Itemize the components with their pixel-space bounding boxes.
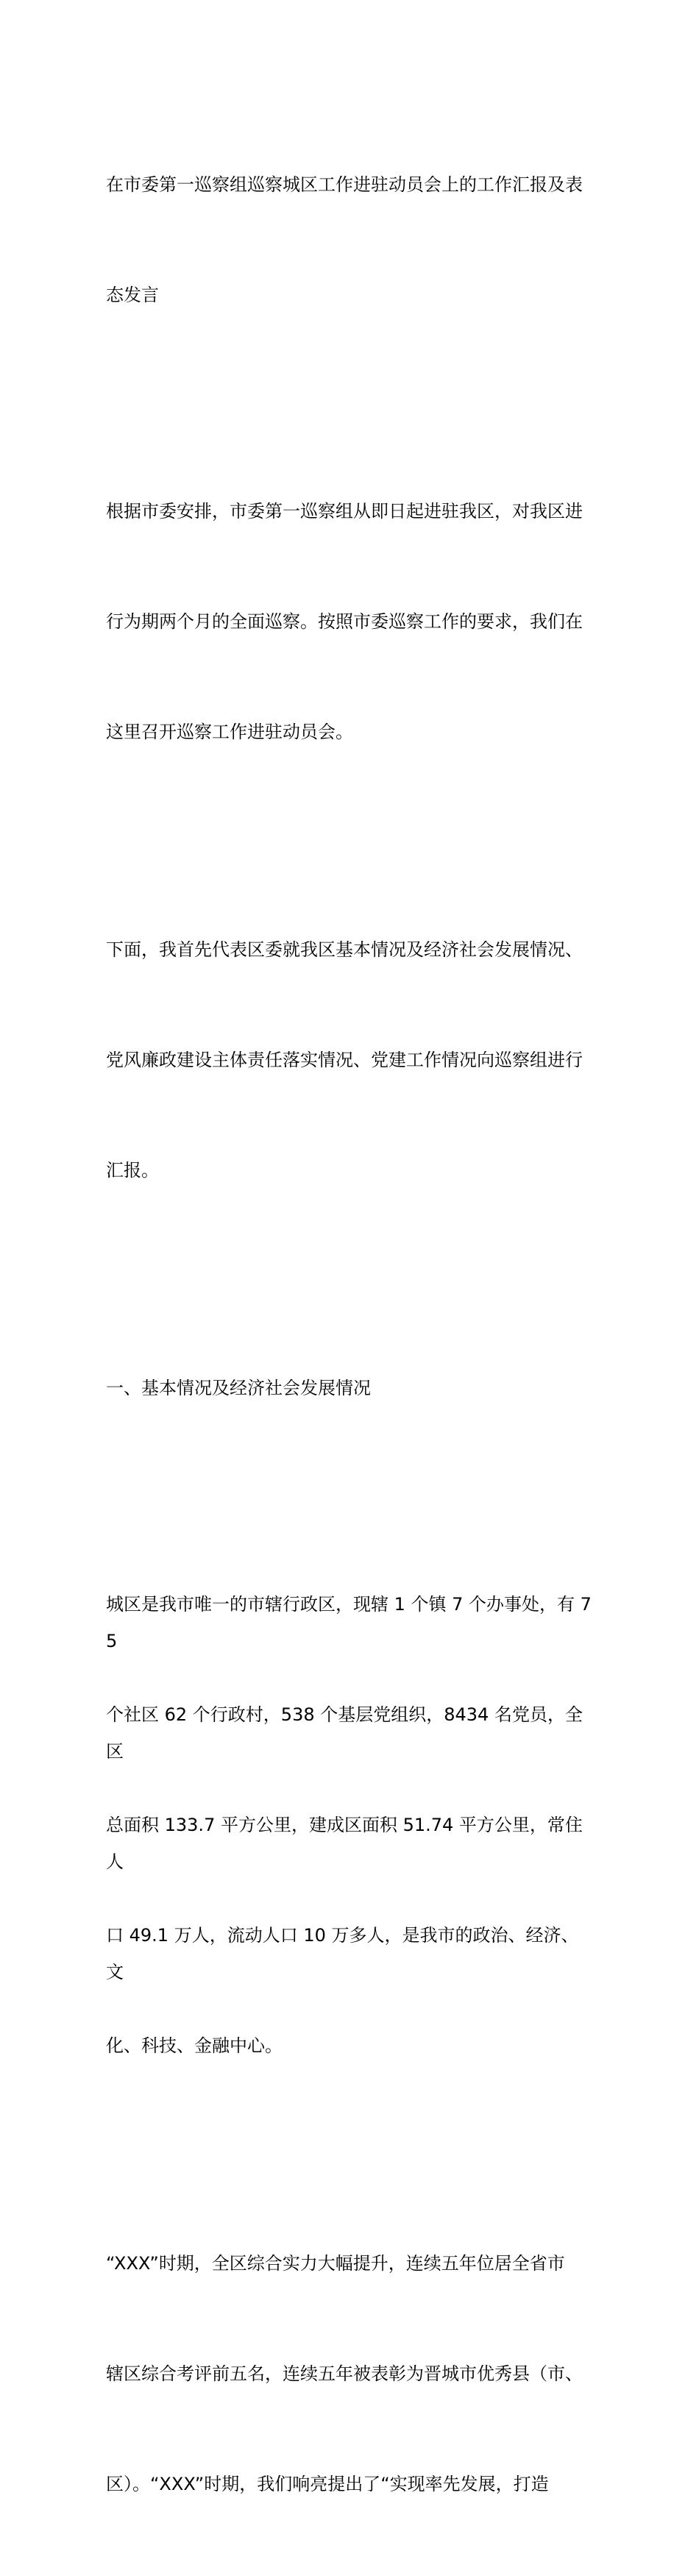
paragraph-line: 辖区综合考评前五名，连续五年被表彰为晋城市优秀县（市、 xyxy=(106,2363,583,2384)
paragraph-line: 下面，我首先代表区委就我区基本情况及经济社会发展情况、 xyxy=(106,939,583,960)
paragraph-intro xyxy=(106,419,595,824)
paragraph-line: 个社区 62 个行政村，538 个基层党组织，8434 名党员，全区 xyxy=(106,1704,583,1762)
document-title xyxy=(106,93,595,387)
paragraph-line: 口 49.1 万人，流动人口 10 万多人，是我市的政治、经济、文 xyxy=(106,1925,579,1982)
title-line: 在市委第一巡察组巡察城区工作进驻动员会上的工作汇报及表 xyxy=(106,174,583,195)
document-page xyxy=(106,93,595,2576)
paragraph-line: 区）。“XXX”时期，我们响亮提出了“实现率先发展，打造 xyxy=(106,2474,549,2494)
paragraph-report-scope xyxy=(106,858,595,1262)
paragraph-line: “XXX”时期，全区综合实力大幅提升，连续五年位居全省市 xyxy=(106,2253,565,2274)
title-line: 态发言 xyxy=(106,285,159,305)
paragraph-line: 汇报。 xyxy=(106,1160,159,1181)
paragraph-line: 总面积 133.7 平方公里，建成区面积 51.74 平方公里，常住人 xyxy=(106,1815,583,1872)
paragraph-development xyxy=(106,2171,595,2576)
paragraph-basic-info xyxy=(106,1512,595,2138)
heading-line: 一、基本情况及经济社会发展情况 xyxy=(106,1378,371,1398)
paragraph-line: 城区是我市唯一的市辖行政区，现辖 1 个镇 7 个办事处，有 75 xyxy=(106,1594,592,1651)
paragraph-line: 这里召开巡察工作进驻动员会。 xyxy=(106,722,353,742)
section-heading xyxy=(106,1296,595,1480)
paragraph-line: 化、科技、金融中心。 xyxy=(106,2035,283,2056)
paragraph-line: 党风廉政建设主体责任落实情况、党建工作情况向巡察组进行 xyxy=(106,1050,583,1070)
paragraph-line: 行为期两个月的全面巡察。按照市委巡察工作的要求，我们在 xyxy=(106,611,583,632)
paragraph-line: 根据市委安排，市委第一巡察组从即日起进驻我区，对我区进 xyxy=(106,501,583,522)
